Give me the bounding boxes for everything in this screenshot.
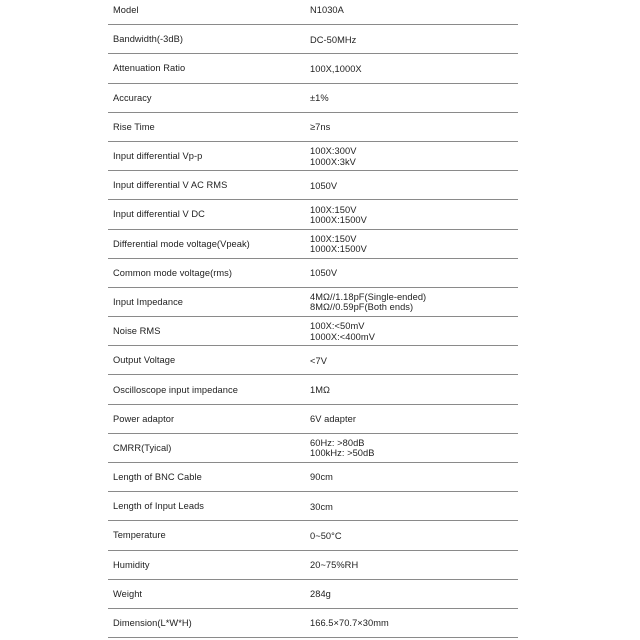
spec-value <box>310 230 518 258</box>
spec-value-line: 1MΩ <box>310 384 331 395</box>
spec-value <box>310 259 518 287</box>
spec-label: Power adaptor <box>113 413 175 424</box>
spec-value-line: 4MΩ//1.18pF(Single-ended) <box>310 292 427 303</box>
spec-value <box>310 0 518 24</box>
spec-label: Output Voltage <box>113 355 176 366</box>
spec-label: Bandwidth(-3dB) <box>113 34 183 45</box>
spec-row <box>108 346 518 375</box>
spec-row <box>108 200 518 229</box>
spec-value-line: 90cm <box>310 472 333 483</box>
spec-value-line: 60Hz: >80dB <box>310 438 365 449</box>
spec-value <box>310 84 518 112</box>
spec-label: Weight <box>113 588 143 599</box>
spec-value <box>310 492 518 520</box>
spec-value <box>310 317 518 345</box>
spec-label: Length of BNC Cable <box>113 472 202 483</box>
spec-value <box>310 463 518 491</box>
spec-value-line: ≥7ns <box>310 122 331 133</box>
spec-value-line: 8MΩ//0.59pF(Both ends) <box>310 302 414 313</box>
spec-row <box>108 434 518 463</box>
spec-value-line: 30cm <box>310 501 333 512</box>
spec-row <box>108 0 518 25</box>
spec-value-line: N1030A <box>310 5 344 16</box>
spec-label: Differential mode voltage(Vpeak) <box>113 238 250 249</box>
spec-value-line: 166.5×70.7×30mm <box>310 618 389 629</box>
spec-row <box>108 288 518 317</box>
spec-value-line: 100X:150V <box>310 204 357 215</box>
spec-row <box>108 84 518 113</box>
spec-value-line: 100X:<50mV <box>310 321 365 332</box>
spec-label: Temperature <box>113 530 166 541</box>
spec-label: Model <box>113 5 139 16</box>
spec-row <box>108 551 518 580</box>
spec-row <box>108 142 518 171</box>
spec-value-line: <7V <box>310 355 327 366</box>
spec-label: Input differential Vp-p <box>113 151 203 162</box>
spec-row <box>108 609 518 638</box>
spec-value-line: 1000X:3kV <box>310 156 356 167</box>
spec-label: Rise Time <box>113 121 155 132</box>
spec-value-line: 1000X:<400mV <box>310 331 375 342</box>
spec-row <box>108 25 518 54</box>
spec-value-line: 1000X:1500V <box>310 244 367 255</box>
spec-table <box>108 0 518 638</box>
spec-value-line: 100X,1000X <box>310 63 362 74</box>
spec-value <box>310 551 518 579</box>
spec-value-line: 100kHz: >50dB <box>310 448 375 459</box>
spec-row <box>108 171 518 200</box>
spec-label: Input differential V DC <box>113 209 205 220</box>
spec-value <box>310 54 518 82</box>
spec-row <box>108 521 518 550</box>
spec-row <box>108 405 518 434</box>
spec-value-line: 20~75%RH <box>310 560 359 571</box>
spec-value-line: 100X:150V <box>310 233 357 244</box>
spec-value-line: DC-50MHz <box>310 34 357 45</box>
spec-label: Input Impedance <box>113 296 184 307</box>
spec-value <box>310 580 518 608</box>
spec-row <box>108 463 518 492</box>
spec-label: Humidity <box>113 559 150 570</box>
spec-label: Common mode voltage(rms) <box>113 267 232 278</box>
spec-value-line: 0~50°C <box>310 530 342 541</box>
spec-value <box>310 200 518 228</box>
spec-value-line: 284g <box>310 589 331 600</box>
spec-value <box>310 142 518 170</box>
spec-value-line: 6V adapter <box>310 414 356 425</box>
spec-value-line: ±1% <box>310 93 329 104</box>
spec-label: Attenuation Ratio <box>113 63 186 74</box>
spec-value <box>310 405 518 433</box>
spec-row <box>108 580 518 609</box>
spec-label: Accuracy <box>113 92 152 103</box>
spec-value <box>310 434 518 462</box>
spec-row <box>108 492 518 521</box>
spec-label: Input differential V AC RMS <box>113 180 228 191</box>
spec-row <box>108 113 518 142</box>
spec-label: Dimension(L*W*H) <box>113 618 192 629</box>
spec-value <box>310 346 518 374</box>
spec-value-line: 1050V <box>310 268 338 279</box>
spec-value-line: 1050V <box>310 180 338 191</box>
spec-label: CMRR(Tyical) <box>113 442 172 453</box>
spec-value <box>310 171 518 199</box>
spec-row <box>108 317 518 346</box>
spec-value <box>310 25 518 53</box>
spec-row <box>108 230 518 259</box>
spec-label: Oscilloscope input impedance <box>113 384 238 395</box>
spec-row <box>108 375 518 404</box>
spec-value <box>310 288 518 316</box>
spec-value <box>310 609 518 637</box>
spec-label: Length of Input Leads <box>113 501 204 512</box>
spec-row <box>108 54 518 83</box>
spec-value-line: 1000X:1500V <box>310 214 367 225</box>
spec-value-line: 100X:300V <box>310 146 357 157</box>
spec-row <box>108 259 518 288</box>
spec-value <box>310 113 518 141</box>
spec-value <box>310 521 518 549</box>
spec-value <box>310 375 518 403</box>
spec-label: Noise RMS <box>113 326 161 337</box>
